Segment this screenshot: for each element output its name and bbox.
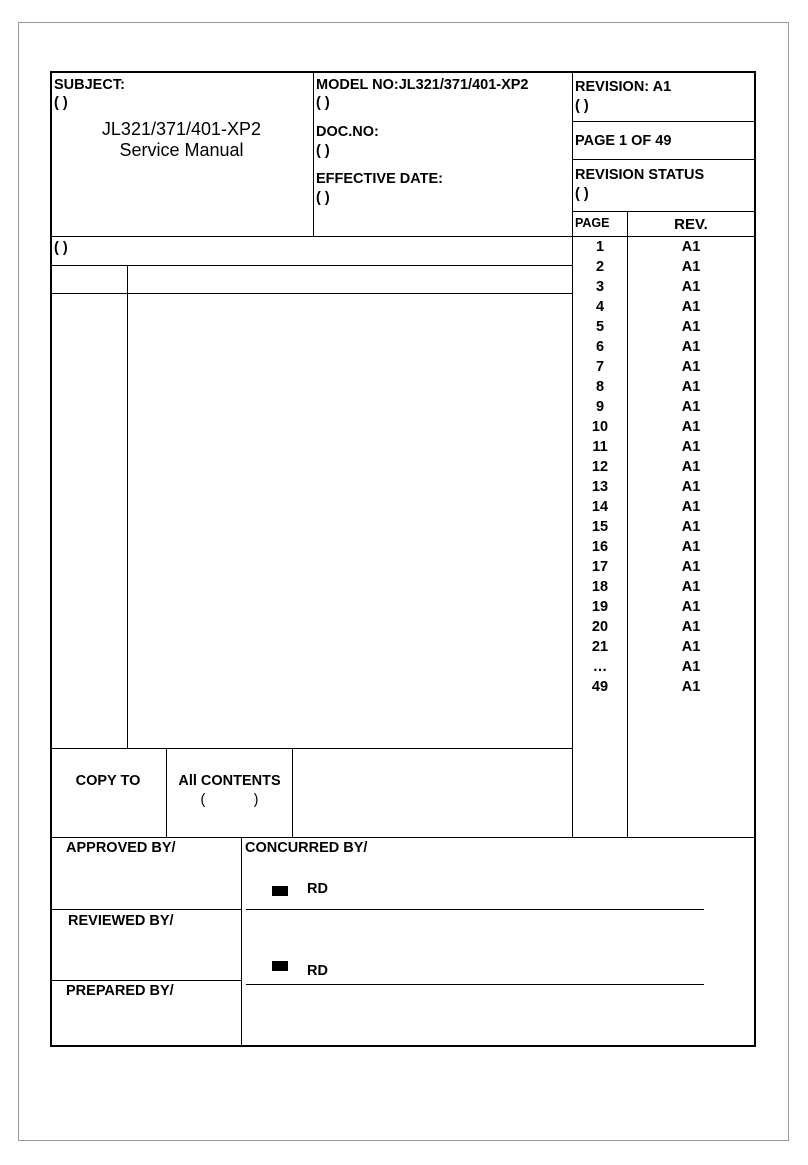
effective-date-paren: ( ) [316, 190, 330, 206]
rev-table-page-cell: 17 [591, 559, 609, 575]
rev-table-rev-cell: A1 [681, 259, 701, 275]
prepared-by-label: PREPARED BY/ [66, 983, 174, 999]
revision-status-label: REVISION STATUS [575, 167, 705, 183]
rev-table-rev-cell: A1 [681, 299, 701, 315]
rev-table-page-cell: 8 [595, 379, 605, 395]
rev-table-page-cell: 12 [591, 459, 609, 475]
rev-table-page-cell: 2 [595, 259, 605, 275]
rev-table-rev-cell: A1 [681, 479, 701, 495]
rev-table-page-cell: 20 [591, 619, 609, 635]
rd-square-icon [272, 886, 288, 896]
rev-table-page-cell: … [592, 659, 608, 675]
subject-title-line1: JL321/371/401-XP2 [101, 119, 262, 139]
effective-date-label: EFFECTIVE DATE: [316, 171, 444, 187]
rev-table-rev-cell: A1 [681, 459, 701, 475]
rev-table-rev-cell: A1 [681, 319, 701, 335]
rev-table-page-cell: 9 [595, 399, 605, 415]
rev-table-rev-cell: A1 [681, 539, 701, 555]
rev-table-page-cell: 5 [595, 319, 605, 335]
revision-paren: ( ) [575, 98, 589, 114]
all-contents-paren: ( ) [200, 792, 259, 808]
rev-table-rev-cell: A1 [681, 419, 701, 435]
rev-table-rev-cell: A1 [681, 519, 701, 535]
rev-table-rev-cell: A1 [681, 679, 701, 695]
rev-table-page-cell: 14 [591, 499, 609, 515]
doc-no-label: DOC.NO: [316, 124, 379, 140]
rev-table-page-cell: 15 [591, 519, 609, 535]
rev-table-rev-cell: A1 [681, 659, 701, 675]
subject-label: SUBJECT: [54, 77, 125, 93]
doc-no-paren: ( ) [316, 143, 330, 159]
rd-label-1: RD [307, 881, 328, 897]
concurred-by-label: CONCURRED BY/ [245, 840, 368, 856]
rev-table-rev-cell: A1 [681, 439, 701, 455]
rev-table-page-cell: 49 [591, 679, 609, 695]
content-paren: ( ) [54, 240, 68, 256]
rev-table-page-cell: 16 [591, 539, 609, 555]
rev-table-rev-cell: A1 [681, 379, 701, 395]
copy-to-label: COPY TO [75, 773, 141, 789]
rd-square-icon [272, 961, 288, 971]
rev-table-rev-cell: A1 [681, 279, 701, 295]
rev-table-rev-cell: A1 [681, 579, 701, 595]
rev-table-page-cell: 19 [591, 599, 609, 615]
rev-table-page-cell: 3 [595, 279, 605, 295]
rev-table-rev-cell: A1 [681, 399, 701, 415]
rev-table-page-cell: 10 [591, 419, 609, 435]
rev-table-page-cell: 7 [595, 359, 605, 375]
subject-title-line2: Service Manual [119, 140, 244, 160]
rd-label-2: RD [307, 963, 328, 979]
rev-table-page-cell: 13 [591, 479, 609, 495]
rev-table-page-header: PAGE [575, 216, 610, 230]
rev-table-rev-cell: A1 [681, 339, 701, 355]
rev-table-page-cell: 21 [591, 639, 609, 655]
rev-table-rev-cell: A1 [681, 619, 701, 635]
rev-table-rev-cell: A1 [681, 499, 701, 515]
revision-status-paren: ( ) [575, 186, 589, 202]
reviewed-by-label: REVIEWED BY/ [68, 913, 174, 929]
rev-table-page-cell: 1 [595, 239, 605, 255]
approved-by-label: APPROVED BY/ [66, 840, 176, 856]
all-contents-label: All CONTENTS [178, 773, 281, 789]
model-no-label: MODEL NO:JL321/371/401-XP2 [316, 77, 529, 93]
revision-label: REVISION: A1 [575, 79, 672, 95]
rev-table-page-cell: 4 [595, 299, 605, 315]
model-paren: ( ) [316, 95, 330, 111]
rev-table-rev-cell: A1 [681, 359, 701, 375]
rev-table-rev-cell: A1 [681, 599, 701, 615]
rev-table-rev-cell: A1 [681, 239, 701, 255]
page-count: PAGE 1 OF 49 [575, 133, 672, 149]
rev-table-page-cell: 18 [591, 579, 609, 595]
rev-table-rev-header: REV. [674, 216, 708, 233]
rev-table-page-cell: 11 [592, 439, 608, 455]
rev-table-rev-cell: A1 [681, 639, 701, 655]
rev-table-rev-cell: A1 [681, 559, 701, 575]
rev-table-page-cell: 6 [595, 339, 605, 355]
subject-paren: ( ) [54, 95, 68, 111]
